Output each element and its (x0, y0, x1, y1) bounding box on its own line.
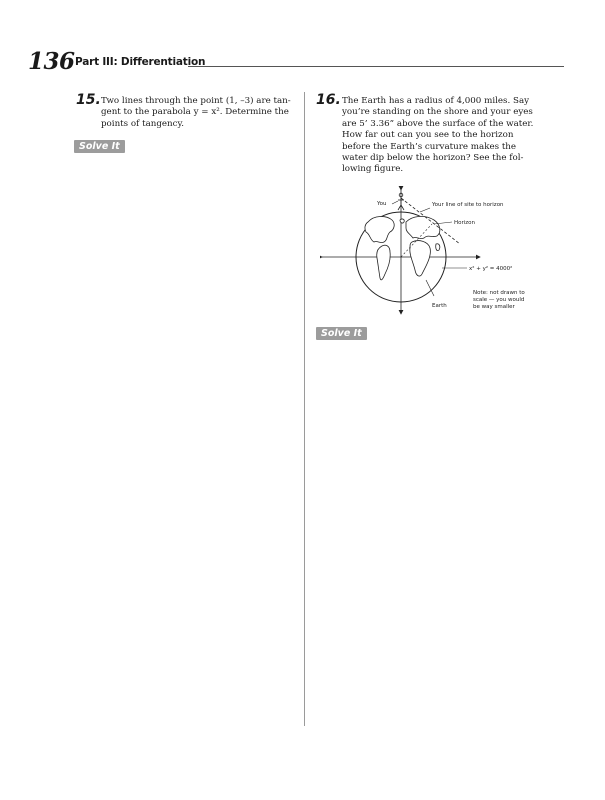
column-divider (304, 92, 305, 726)
line-of-sight-label: Your line of site to horizon (432, 202, 504, 208)
problem-16-solve-it-badge: Solve It (316, 327, 367, 340)
horizon-label: Horizon (454, 220, 476, 226)
problem-16-line: water dip below the horizon? See the fol- (342, 153, 524, 164)
problem-16-line: you’re standing on the shore and your eyes (342, 107, 533, 118)
you-label: You (377, 201, 387, 207)
problem-15-number: 15. (76, 92, 101, 108)
continents-icon (365, 216, 440, 279)
header-rule (188, 66, 564, 67)
note-line: be way smaller (473, 304, 515, 310)
you-leader (392, 201, 398, 204)
problem-16-line: before the Earth’s curvature makes the (342, 141, 517, 152)
problem-16-line: The Earth has a radius of 4,000 miles. Say (342, 96, 530, 106)
problem-15-text (101, 96, 291, 130)
page-number: 136 (28, 48, 75, 75)
problem-15-line: Two lines through the point (1, –3) are tan- (101, 96, 291, 106)
page-header (28, 48, 538, 78)
earth-label: Earth (432, 303, 447, 309)
problem-15-line: points of tangency. (101, 118, 185, 129)
note-line: Note: not drawn to (473, 290, 525, 296)
equation-label: x² + y² = 4000² (469, 266, 513, 272)
problem-16-text (342, 96, 533, 176)
problem-15-solve-it-badge: Solve It (74, 140, 125, 153)
sight-leader (420, 208, 430, 212)
problem-15-line: gent to the parabola y = x². Determine the (101, 107, 289, 118)
problem-16-line: lowing figure. (342, 164, 404, 175)
problem-16-number: 16. (316, 92, 341, 108)
problem-16-line: How far out can you see to the horizon (342, 130, 514, 141)
problem-16-line: are 5’ 3.36” above the surface of the water. (342, 118, 534, 129)
part-title: Part III: Differentiation (75, 56, 206, 68)
note-line: scale — you would (473, 297, 525, 303)
earth-horizon-figure (320, 182, 540, 322)
